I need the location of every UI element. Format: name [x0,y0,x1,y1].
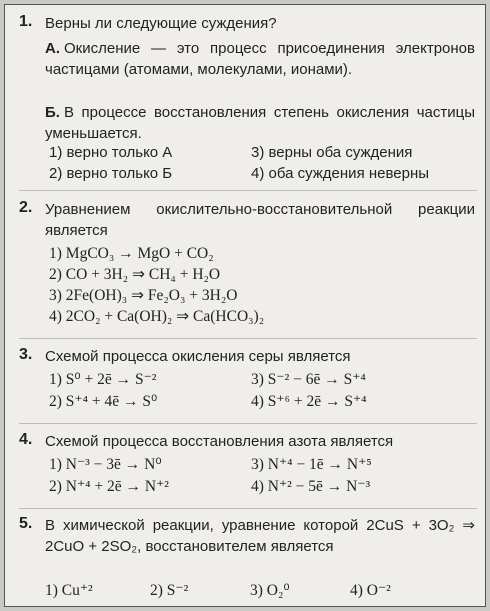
question-stem: В химической реакции, уравнение которой 2CuS + 3O₂ ⇒ 2CuO + 2SO₂, восстановителем является [45,517,475,555]
answer-option-3[interactable]: 3) S⁻² − 6ē → S⁺⁴ [251,371,366,388]
answer-option-4[interactable]: 4) O⁻² [350,582,391,599]
divider [19,190,477,191]
answer-option-3[interactable]: 3) 2Fe(OH)₃ ⇒ Fe₂O₃ + 3H₂O [49,287,238,304]
answer-option-3[interactable]: 3) O₂⁰ [250,582,290,599]
statement-label: Б. [45,104,60,121]
statement-label: А. [45,40,60,57]
statement-b [45,102,475,144]
answer-option-2[interactable]: 2) CO + 3H₂ ⇒ CH₄ + H₂O [49,266,221,283]
question-number: 3. [19,346,33,363]
question-number: 1. [19,13,33,30]
question-stem: Уравнением окислительно-восстановительной реакции является [45,201,475,239]
answer-option-1[interactable]: 1) Cu⁺² [45,582,93,599]
question-number: 4. [19,431,33,448]
answer-option-4[interactable]: 4) N⁺² − 5ē → N⁻³ [251,478,371,495]
statement-text: Окисление — это процесс присоединения электронов частицами (атомами, молекулами, ионами). [45,40,475,78]
answer-option-4[interactable]: 4) оба суждения неверны [251,165,430,182]
question-number: 5. [19,515,33,532]
answer-option-2[interactable]: 2) S⁻² [150,582,189,599]
answer-option-2[interactable]: 2) S⁺⁴ + 4ē → S⁰ [49,393,158,410]
divider [19,423,477,424]
answer-option-4[interactable]: 4) 2CO₂ + Ca(OH)₂ ⇒ Ca(HCO₃)₂ [49,308,265,325]
worksheet-page [4,4,486,607]
statement-text: В процессе восстановления степень окисления частицы уменьшается. [45,104,475,142]
answer-option-3[interactable]: 3) верны оба суждения [251,144,413,161]
answer-option-2[interactable]: 2) верно только Б [49,165,173,182]
question-stem: Схемой процесса восстановления азота является [45,433,394,450]
answer-option-1[interactable]: 1) верно только А [49,144,173,161]
answer-option-1[interactable]: 1) MgCO₃ → MgO + CO₂ [49,245,214,262]
question-number: 2. [19,199,33,216]
answer-option-1[interactable]: 1) S⁰ + 2ē → S⁻² [49,371,157,388]
divider [19,508,477,509]
question-stem: Верны ли следующие суждения? [45,15,277,32]
answer-option-3[interactable]: 3) N⁺⁴ − 1ē → N⁺⁵ [251,456,372,473]
answer-option-1[interactable]: 1) N⁻³ − 3ē → N⁰ [49,456,162,473]
divider [19,338,477,339]
answer-option-2[interactable]: 2) N⁺⁴ + 2ē → N⁺² [49,478,169,495]
statement-a [45,38,475,80]
question-stem: Схемой процесса окисления серы является [45,348,351,365]
answer-option-4[interactable]: 4) S⁺⁶ + 2ē → S⁺⁴ [251,393,367,410]
